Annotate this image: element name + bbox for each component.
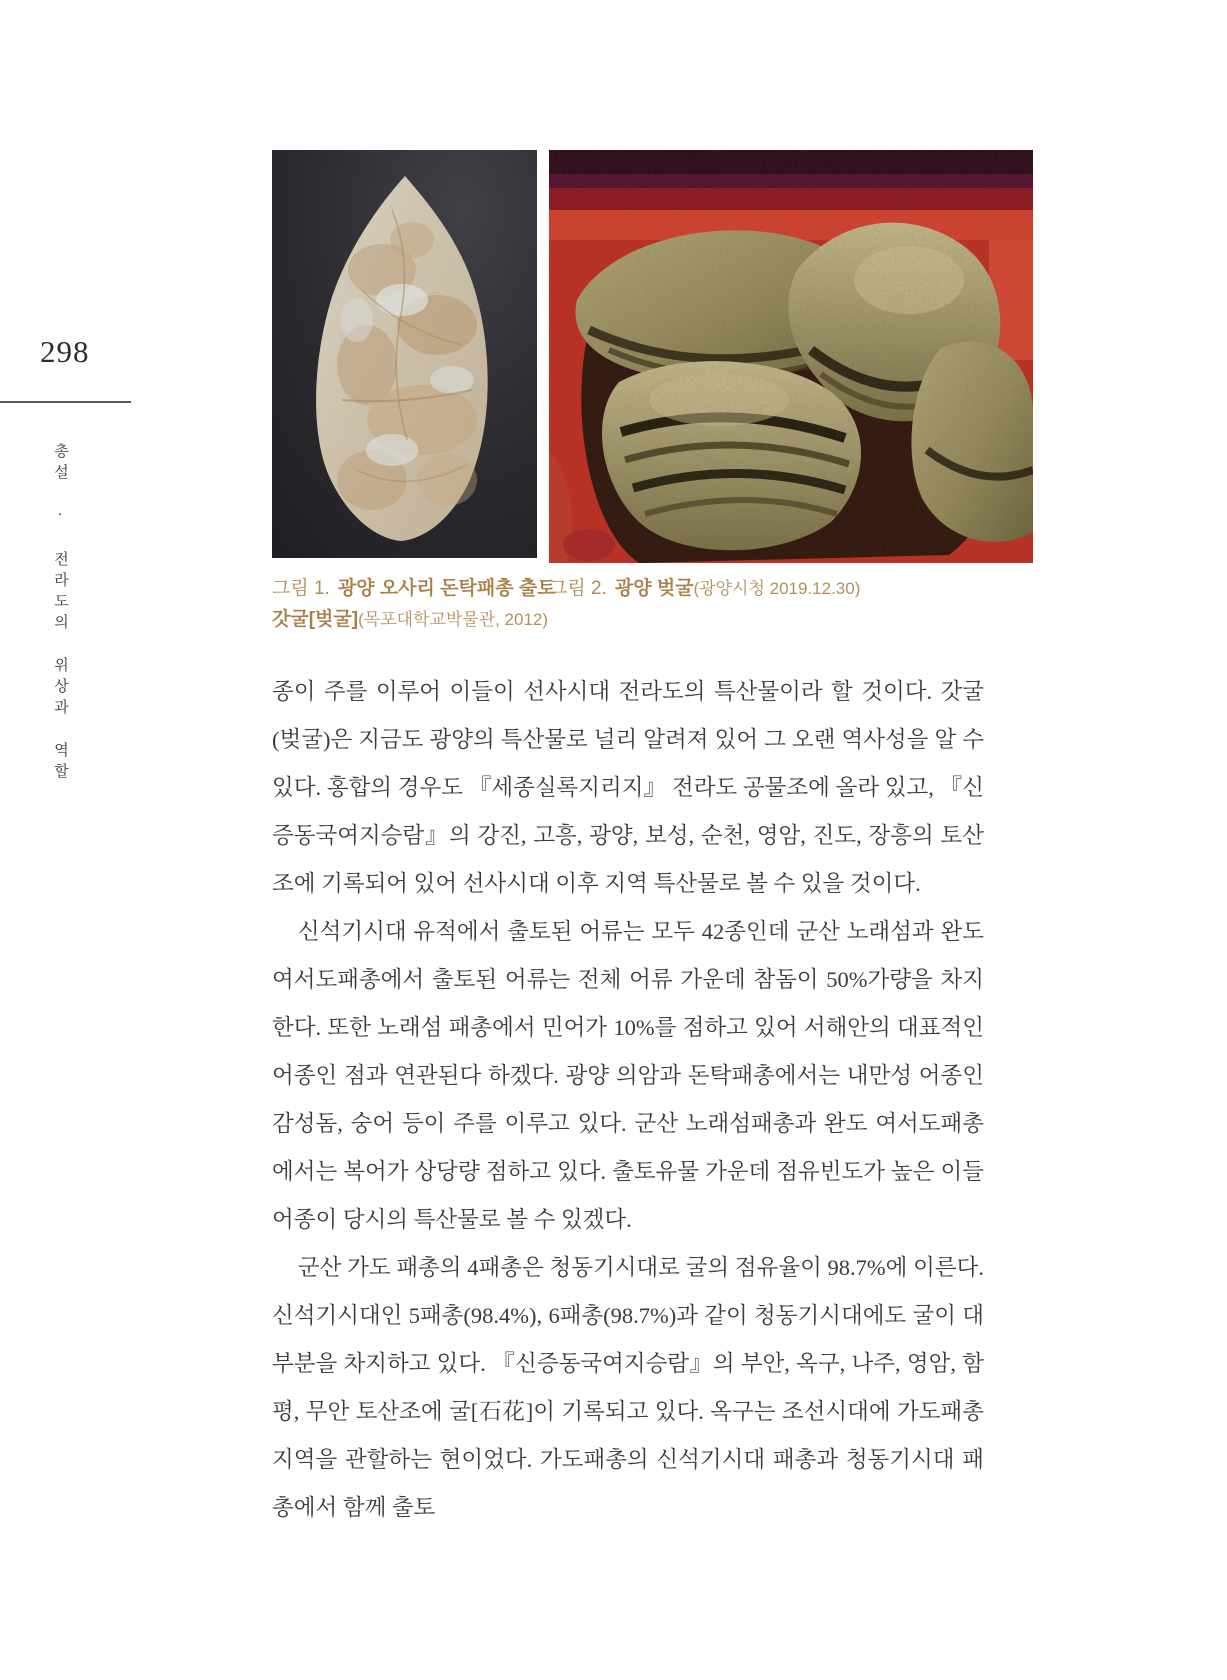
chapter-vertical-title: 총설 · 전라도의 위상과 역할 [52,443,68,784]
figure1-source: (목포대학교박물관, 2012) [358,610,549,629]
paragraph-3: 군산 가도 패총의 4패총은 청동기시대로 굴의 점유율이 98.7%에 이른다. 신석기시대인 5패총(98.4%), 6패총(98.7%)과 같이 청동기시대에도 굴이 대부분을 차지하고 있다. 『신증동국여지승람』의 부안, 옥구, 나주, 영암, 함평, 무안 토산조에 굴[石花]이 기록되고 있다. 옥구는 조선시대에 가도패총 지역을 관할하는 현이었다. 가도패총의 신석기시대 패총과 청동기시대 패총에서 함께 출토 [272,1255,984,1520]
figure1-photo-oyster-shell [272,150,537,558]
figure2-title: 광양 벚굴 [614,578,694,599]
figure2-caption [549,573,1027,604]
figure2-photo-oysters [549,150,1033,563]
margin-rule [0,401,131,403]
figure2-label: 그림 2. [549,578,607,599]
paragraph-2: 신석기시대 유적에서 출토된 어류는 모두 42종인데 군산 노래섬과 완도 여서도패총에서 출토된 어류는 전체 어류 가운데 참돔이 50%가량을 차지한다. 또한 노래섬 패총에서 민어가 10%를 점하고 있어 서해안의 대표적인 어종인 점과 연관된다 하겠다. 광양 의암과 돈탁패총에서는 내만성 어종인 감성돔, 숭어 등이 주를 이루고 있다. 군산 노래섬패총과 완도 여서도패총에서는 복어가 상당량 점하고 있다. 출토유물 가운데 점유빈도가 높은 이들 어종이 당시의 특산물로 볼 수 있겠다. [272,919,984,1232]
body-text-column [272,668,984,1532]
paragraph-1: 종이 주를 이루어 이들이 선사시대 전라도의 특산물이라 할 것이다. 갓굴(벚굴)은 지금도 광양의 특산물로 널리 알려져 있어 그 오랜 역사성을 알 수 있다. 홍합의 경우도 『세종실록지리지』 전라도 공물조에 올라 있고, 『신증동국여지승람』의 강진, 고흥, 광양, 보성, 순천, 영암, 진도, 장흥의 토산조에 기록되어 있어 선사시대 이후 지역 특산물로 볼 수 있을 것이다. [272,679,984,896]
page-number: 298 [40,334,90,369]
figure1-title: 광양 오사리 돈탁패총 출토 갓굴[벚굴] [272,578,556,630]
figure1-label: 그림 1. [272,578,330,599]
figure2-source: (광양시청 2019.12.30) [693,579,861,598]
figure1-caption [272,573,557,635]
